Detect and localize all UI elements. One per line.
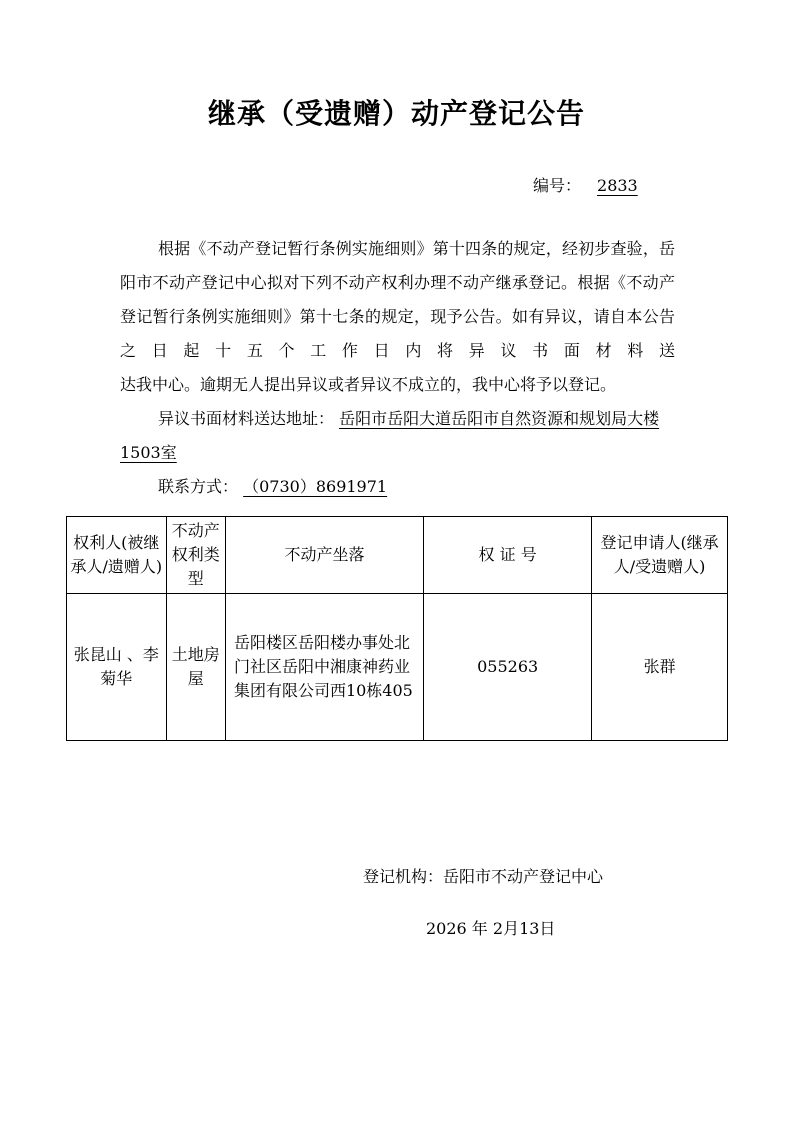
notice-number [533, 173, 638, 196]
contact-info [158, 470, 387, 504]
cell-holder: 张昆山 、李菊华 [67, 594, 167, 741]
header-holder: 权利人(被继承人/遗赠人) [67, 517, 167, 594]
header-right-type: 不动产权利类型 [166, 517, 225, 594]
cell-cert-no: 055263 [424, 594, 592, 741]
address-label: 异议书面材料送达地址： [158, 409, 335, 428]
page-title: 继承（受遗赠）动产登记公告 [207, 97, 585, 130]
table-row [67, 594, 728, 741]
header-location: 不动产坐落 [225, 517, 423, 594]
number-label: 编号： [533, 176, 582, 195]
notice-date: 2026 年 2月13日 [426, 919, 556, 938]
notice-paragraph [120, 232, 675, 368]
cell-right-type: 土地房屋 [166, 594, 225, 741]
number-value: 2833 [597, 176, 638, 195]
notice-paragraph-end [120, 368, 675, 402]
registration-authority: 登记机构：岳阳市不动产登记中心 [363, 867, 604, 886]
paragraph-body: 根据《不动产登记暂行条例实施细则》第十四条的规定，经初步查验，岳阳市不动产登记中心拟对下列不动产权利办理不动产继承登记。根据《不动产登记暂行条例实施细则》第十七条的规定，现予公告。如有异议，请自本公告之日起十五个工作日内将异议书面材料送 [120, 239, 675, 360]
header-applicant: 登记申请人(继承人/受遗赠人) [592, 517, 728, 594]
paragraph-last-line: 达我中心。逾期无人提出异议或者异议不成立的，我中心将予以登记。 [120, 375, 617, 394]
objection-address [120, 402, 675, 470]
table-header-row [67, 517, 728, 594]
cell-applicant: 张群 [592, 594, 728, 741]
registration-table [66, 516, 728, 741]
contact-value: （0730）8691971 [243, 477, 388, 496]
cell-location: 岳阳楼区岳阳楼办事处北门社区岳阳中湘康神药业集团有限公司西10栋405 [225, 594, 423, 741]
address-value: 岳阳市岳阳大道岳阳市自然资源和规划局大楼1503室 [120, 409, 660, 462]
contact-label: 联系方式： [158, 477, 239, 496]
header-cert-no: 权 证 号 [424, 517, 592, 594]
